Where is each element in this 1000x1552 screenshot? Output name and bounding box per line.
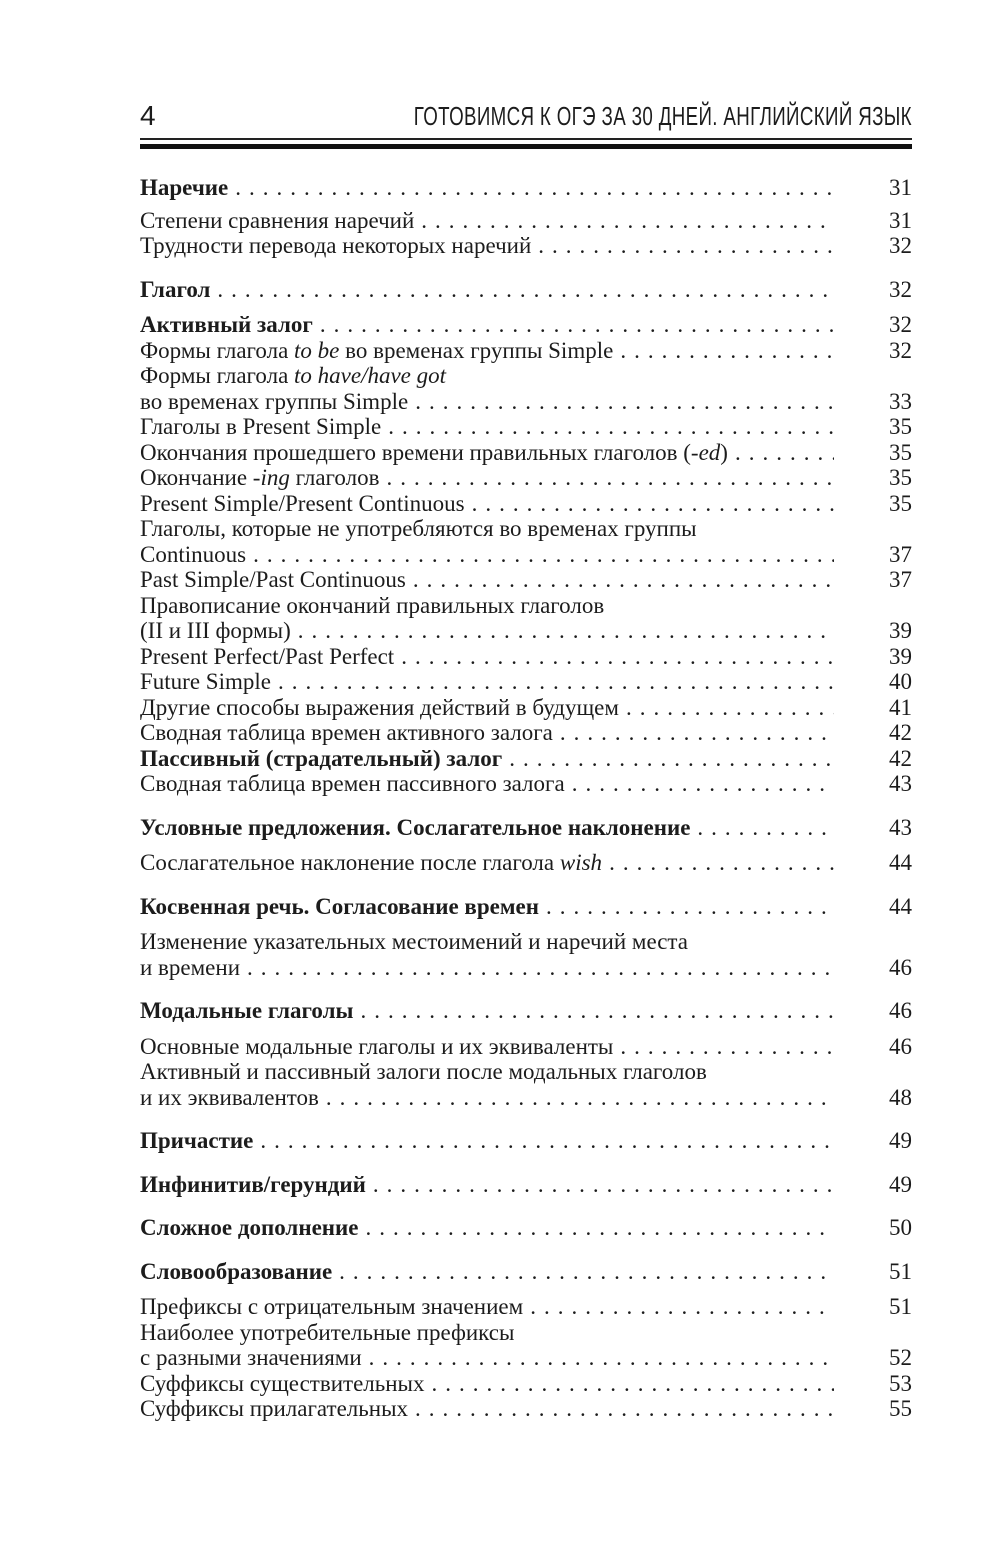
toc-label xyxy=(140,815,690,841)
dot-leader xyxy=(386,465,834,491)
dot-leader xyxy=(620,1034,834,1060)
toc-line xyxy=(140,542,912,568)
toc-line xyxy=(140,233,912,259)
toc-entry xyxy=(140,491,912,517)
toc-page-number: 41 xyxy=(889,694,912,720)
toc-label xyxy=(140,850,602,876)
toc-label xyxy=(140,414,381,440)
toc-label xyxy=(140,1172,366,1198)
toc-label-segment: Формы глагола xyxy=(140,363,295,388)
toc-page-number: 42 xyxy=(889,745,912,771)
dot-leader xyxy=(366,1215,835,1241)
toc-line-wrap xyxy=(140,516,912,542)
toc-label-segment: Past Simple/Past Continuous xyxy=(140,567,406,592)
toc-entry xyxy=(140,175,912,201)
toc-page-number: 39 xyxy=(889,643,912,669)
toc-entry xyxy=(140,771,912,797)
toc-label xyxy=(140,1371,425,1397)
toc-line xyxy=(140,955,912,981)
toc-label xyxy=(140,312,313,338)
toc-label-segment: (II и III формы) xyxy=(140,618,291,643)
toc-label xyxy=(140,1059,707,1085)
toc-label-segment: Сослагательное наклонение после глагола xyxy=(140,850,560,875)
toc-label-italic-segment: -ed xyxy=(690,439,721,465)
toc-label-segment: Глаголы, которые не употребляются во временах группы xyxy=(140,516,697,541)
toc-page-number: 49 xyxy=(889,1171,912,1197)
dot-leader xyxy=(235,175,834,201)
toc-label xyxy=(140,1034,613,1060)
toc-label-segment: Активный залог xyxy=(140,312,313,337)
dot-leader xyxy=(326,1085,834,1111)
toc-page-number: 48 xyxy=(889,1084,912,1110)
toc-label-segment: Суффиксы прилагательных xyxy=(140,1396,409,1421)
dot-leader xyxy=(538,233,834,259)
toc-line xyxy=(140,465,912,491)
toc-label xyxy=(140,1396,408,1422)
toc-line xyxy=(140,850,912,876)
toc-page-number: 49 xyxy=(889,1128,912,1153)
toc-page-number: 35 xyxy=(889,439,912,465)
toc-entry xyxy=(140,815,912,841)
toc-page-number: 32 xyxy=(889,233,912,258)
toc-label-segment: Окончание xyxy=(140,465,253,490)
toc-line xyxy=(140,567,912,593)
toc-label xyxy=(140,1294,523,1320)
toc-label-segment: Изменение указательных местоимений и наречий места xyxy=(140,929,688,954)
toc-line xyxy=(140,998,912,1024)
dot-leader xyxy=(432,1371,834,1397)
toc-label xyxy=(140,644,394,670)
toc-entry xyxy=(140,1259,912,1285)
toc-label-segment: глаголов xyxy=(289,465,380,490)
toc-label xyxy=(140,175,228,201)
dot-leader xyxy=(413,567,834,593)
toc-label xyxy=(140,618,291,644)
toc-entry xyxy=(140,669,912,695)
dot-leader xyxy=(472,491,834,517)
toc-label xyxy=(140,695,619,721)
toc-label-segment: Косвенная речь. Согласование времен xyxy=(140,893,539,919)
dot-leader xyxy=(509,746,834,772)
toc-label-segment: Степени сравнения наречий xyxy=(140,207,415,233)
toc-label xyxy=(140,233,531,259)
toc-label-segment: во временах группы Simple xyxy=(140,388,409,414)
toc-label-italic-segment: wish xyxy=(559,850,603,875)
toc-label-segment: Пассивный (страдательный) залог xyxy=(140,745,503,771)
toc-label xyxy=(140,338,613,364)
toc-label-segment: во временах группы Simple xyxy=(339,337,614,363)
toc-entry xyxy=(140,312,912,338)
toc-page-number: 42 xyxy=(889,720,912,745)
toc-label-segment: и их эквивалентов xyxy=(140,1084,319,1110)
toc-page-number: 44 xyxy=(889,850,912,875)
toc-line xyxy=(140,312,912,338)
dot-leader xyxy=(401,644,834,670)
toc-entry xyxy=(140,850,912,876)
dot-leader xyxy=(217,277,834,303)
toc-line xyxy=(140,1085,912,1111)
toc-label-segment: Глаголы в Present Simple xyxy=(140,414,382,439)
toc-label xyxy=(140,771,565,797)
dot-leader xyxy=(298,618,834,644)
dot-leader xyxy=(320,312,834,338)
toc-page-number: 37 xyxy=(889,541,912,567)
toc-page-number: 50 xyxy=(889,1215,912,1240)
dot-leader xyxy=(339,1259,834,1285)
toc-line xyxy=(140,720,912,746)
toc-entry xyxy=(140,894,912,920)
toc-entry xyxy=(140,1172,912,1198)
toc-label-segment: Другие способы выражения действий в будущем xyxy=(140,694,619,720)
toc-line-wrap xyxy=(140,929,912,955)
toc-label-segment: Наречие xyxy=(140,175,229,200)
toc-entry xyxy=(140,208,912,234)
toc-page-number: 46 xyxy=(889,954,912,980)
toc-page-number: 51 xyxy=(889,1294,912,1319)
toc-page-number: 39 xyxy=(889,618,912,643)
toc-label xyxy=(140,389,408,415)
toc-entry xyxy=(140,929,912,980)
toc-label xyxy=(140,593,604,619)
dot-leader xyxy=(560,720,834,746)
toc-label-segment: Основные модальные глаголы и их эквиваленты xyxy=(140,1033,614,1059)
toc-label-segment: и времени xyxy=(140,954,241,980)
dot-leader xyxy=(415,389,834,415)
toc-page-number: 31 xyxy=(889,175,912,200)
toc-label xyxy=(140,1320,514,1346)
toc-label xyxy=(140,998,353,1024)
toc-line xyxy=(140,440,912,466)
toc-entry xyxy=(140,363,912,414)
toc-line xyxy=(140,175,912,201)
dot-leader xyxy=(369,1345,834,1371)
dot-leader xyxy=(530,1294,834,1320)
toc-entry xyxy=(140,720,912,746)
toc-line xyxy=(140,389,912,415)
toc-label-segment: Present Simple/Present Continuous xyxy=(140,490,465,516)
toc-page-number: 35 xyxy=(889,414,912,439)
toc-entry xyxy=(140,1294,912,1320)
toc-label-segment: Правописание окончаний правильных глаголов xyxy=(140,592,605,618)
toc-line xyxy=(140,1259,912,1285)
toc-page-number: 37 xyxy=(889,567,912,592)
toc-line xyxy=(140,1172,912,1198)
toc-label-segment: Наиболее употребительные префиксы xyxy=(140,1319,515,1345)
toc-page-number: 35 xyxy=(889,490,912,516)
toc-label xyxy=(140,277,210,303)
toc-label xyxy=(140,567,406,593)
toc-line xyxy=(140,277,912,303)
toc-line xyxy=(140,1396,912,1422)
dot-leader xyxy=(626,695,834,721)
toc-entry xyxy=(140,465,912,491)
dot-leader xyxy=(609,850,834,876)
toc-entry xyxy=(140,440,912,466)
toc-line-wrap xyxy=(140,1059,912,1085)
toc-line xyxy=(140,208,912,234)
dot-leader xyxy=(735,440,834,466)
toc-line xyxy=(140,1034,912,1060)
toc-label xyxy=(140,1259,332,1285)
toc-page-number: 44 xyxy=(889,893,912,919)
toc-entry xyxy=(140,1059,912,1110)
toc-label-segment: Инфинитив/герундий xyxy=(140,1171,366,1197)
toc-label-segment: Модальные глаголы xyxy=(140,998,354,1023)
toc-label xyxy=(140,1085,319,1111)
toc-page-number: 51 xyxy=(889,1258,912,1284)
toc-label-segment: Сложное дополнение xyxy=(140,1215,359,1240)
running-title: ГОТОВИМСЯ К ОГЭ ЗА 30 ДНЕЙ. АНГЛИЙСКИЙ ЯЗЫК xyxy=(413,101,912,131)
toc-line xyxy=(140,491,912,517)
toc-label xyxy=(140,669,271,695)
toc-entry xyxy=(140,695,912,721)
dot-leader xyxy=(247,955,834,981)
toc-page-number: 55 xyxy=(889,1396,912,1421)
toc-label-italic-segment: to have/have got xyxy=(294,363,447,388)
toc-entry xyxy=(140,338,912,364)
dot-leader xyxy=(546,894,834,920)
toc-entry xyxy=(140,998,912,1024)
toc-label-segment: Сводная таблица времен пассивного залога xyxy=(140,771,565,796)
toc-page-number: 32 xyxy=(889,276,912,302)
toc-entry xyxy=(140,414,912,440)
toc-line xyxy=(140,1371,912,1397)
toc-label-segment: Причастие xyxy=(140,1128,254,1153)
dot-leader xyxy=(421,208,834,234)
toc-label-segment: Future Simple xyxy=(140,669,271,694)
toc-line xyxy=(140,1215,912,1241)
toc-label-italic-segment: to be xyxy=(294,337,340,363)
toc-line xyxy=(140,1128,912,1154)
toc-label xyxy=(140,929,688,955)
toc-entry xyxy=(140,233,912,259)
toc-label-segment: Окончания прошедшего времени правильных глаголов ( xyxy=(140,439,691,465)
toc-entry xyxy=(140,516,912,567)
toc-label-segment: Префиксы с отрицательным значением xyxy=(140,1294,524,1319)
toc-label-segment: ) xyxy=(720,439,728,465)
toc-label xyxy=(140,516,697,542)
toc-label xyxy=(140,955,240,981)
toc-label-segment: Условные предложения. Сослагательное наклонение xyxy=(140,814,691,840)
toc-label-segment: с разными значениями xyxy=(140,1345,362,1370)
toc-line xyxy=(140,618,912,644)
toc-line xyxy=(140,815,912,841)
toc-entry xyxy=(140,1034,912,1060)
dot-leader xyxy=(253,542,834,568)
toc-label xyxy=(140,894,539,920)
page-header xyxy=(140,100,912,138)
dot-leader xyxy=(388,414,834,440)
toc-label xyxy=(140,1215,359,1241)
toc-label xyxy=(140,465,379,491)
toc-entry xyxy=(140,746,912,772)
toc-line xyxy=(140,1345,912,1371)
dot-leader xyxy=(260,1128,834,1154)
toc-page-number: 32 xyxy=(889,337,912,363)
toc-label xyxy=(140,720,553,746)
toc-entry xyxy=(140,1128,912,1154)
toc-line xyxy=(140,644,912,670)
toc-entry xyxy=(140,1320,912,1371)
toc-label-segment: Present Perfect/Past Perfect xyxy=(140,643,395,669)
toc-page-number: 35 xyxy=(889,465,912,490)
dot-leader xyxy=(278,669,834,695)
toc-page-number: 33 xyxy=(889,388,912,414)
header-rule xyxy=(140,138,912,149)
page-number: 4 xyxy=(140,100,156,131)
toc-label xyxy=(140,491,465,517)
toc-line-wrap xyxy=(140,593,912,619)
dot-leader xyxy=(360,998,834,1024)
dot-leader xyxy=(373,1172,834,1198)
toc-line xyxy=(140,669,912,695)
toc-page-number: 43 xyxy=(889,814,912,840)
toc-label-segment: Трудности перевода некоторых наречий xyxy=(140,233,532,258)
toc-label-segment: Суффиксы существительных xyxy=(140,1370,425,1396)
toc-entry xyxy=(140,277,912,303)
toc-line xyxy=(140,695,912,721)
toc-list xyxy=(140,175,912,1422)
dot-leader xyxy=(415,1396,834,1422)
dot-leader xyxy=(620,338,834,364)
toc-label xyxy=(140,208,414,234)
toc-line xyxy=(140,746,912,772)
toc-line xyxy=(140,338,912,364)
toc-entry xyxy=(140,644,912,670)
toc-label-segment: Сводная таблица времен активного залога xyxy=(140,720,553,745)
toc-label-segment: Словообразование xyxy=(140,1258,333,1284)
toc-line-wrap xyxy=(140,1320,912,1346)
toc-label xyxy=(140,1128,253,1154)
toc-entry xyxy=(140,1215,912,1241)
dot-leader xyxy=(697,815,834,841)
toc-page-number: 52 xyxy=(889,1345,912,1370)
toc-line-wrap xyxy=(140,363,912,389)
toc-label xyxy=(140,363,446,389)
toc-line xyxy=(140,894,912,920)
toc-label-segment: Формы глагола xyxy=(140,337,295,363)
toc-label-segment: Глагол xyxy=(140,276,211,302)
toc-label xyxy=(140,440,728,466)
toc-line xyxy=(140,771,912,797)
toc-page-number: 32 xyxy=(889,312,912,337)
toc-line xyxy=(140,414,912,440)
toc-page-number: 40 xyxy=(889,669,912,694)
toc-label-italic-segment: -ing xyxy=(252,465,290,490)
toc-entry xyxy=(140,1371,912,1397)
toc-label xyxy=(140,746,502,772)
toc-label-segment: Continuous xyxy=(140,541,247,567)
toc-entry xyxy=(140,1396,912,1422)
toc-page-number: 46 xyxy=(889,1033,912,1059)
toc-label-segment: Активный и пассивный залоги после модальных глаголов xyxy=(140,1059,707,1084)
toc-label xyxy=(140,1345,362,1371)
toc-entry xyxy=(140,593,912,644)
toc-page-number: 31 xyxy=(889,207,912,233)
toc-line xyxy=(140,1294,912,1320)
toc-label xyxy=(140,542,246,568)
toc-page-number: 43 xyxy=(889,771,912,796)
dot-leader xyxy=(572,771,834,797)
toc-entry xyxy=(140,567,912,593)
toc-page-number: 46 xyxy=(889,998,912,1023)
toc-page-number: 53 xyxy=(889,1370,912,1396)
